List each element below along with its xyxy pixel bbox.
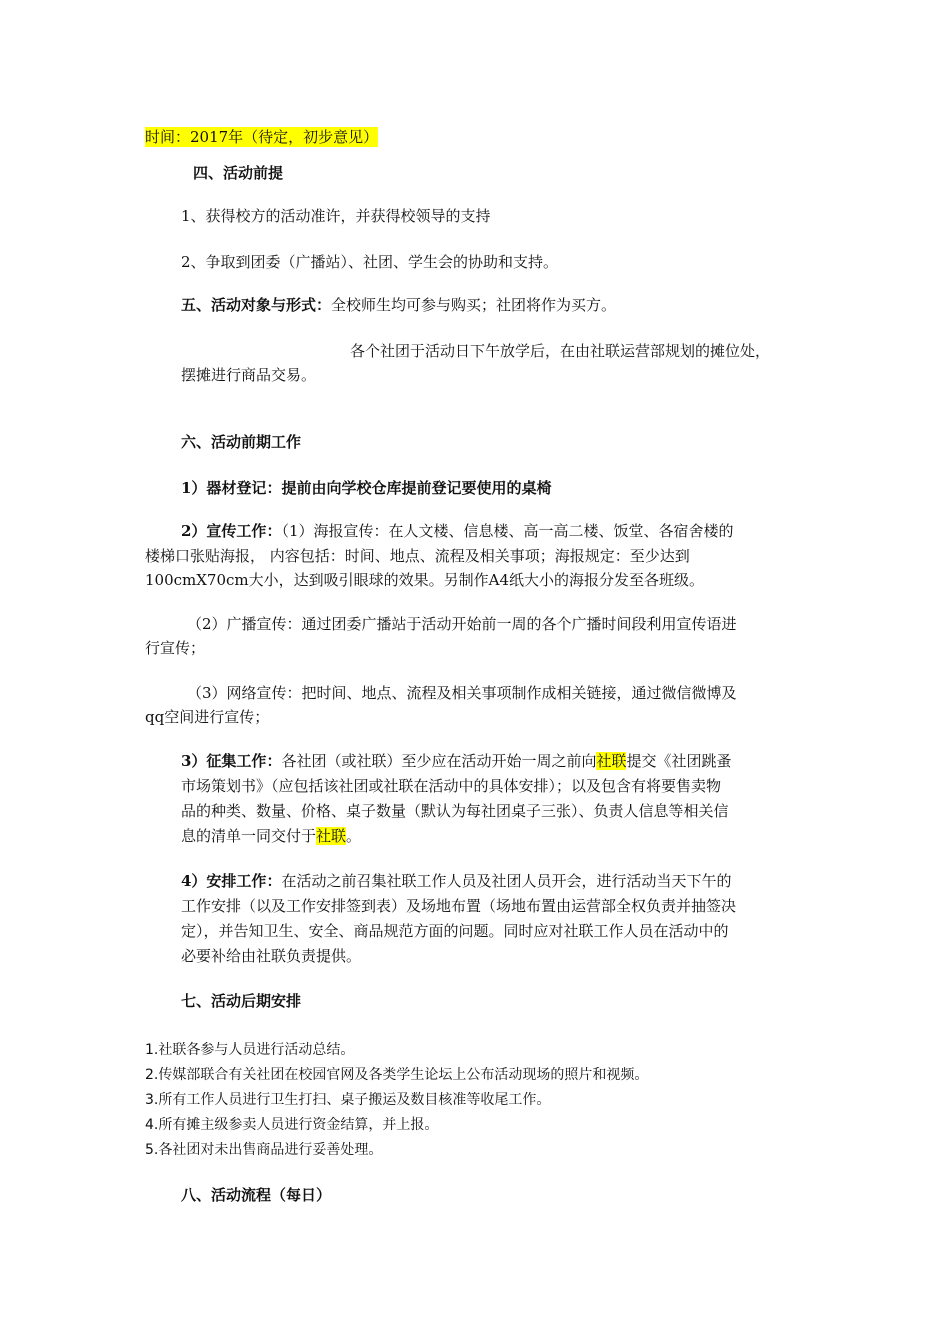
section-6-item-2-line-1	[181, 521, 734, 541]
highlight-shelian-2: 社联	[316, 827, 347, 845]
section-6-item-3-line-3: 品的种类、数量、价格、桌子数量（默认为每社团桌子三张）、负责人信息等相关信	[181, 802, 729, 820]
section-7-heading: 七、活动后期安排	[181, 992, 302, 1010]
section-6-item-4-text: 在活动之前召集社联工作人员及社团人员开会，进行活动当天下午的	[281, 872, 732, 890]
section-6-heading: 六、活动前期工作	[181, 433, 302, 451]
section-6-item-4-line-2: 工作安排（以及工作安排签到表）及场地布置（场地布置由运营部全权负责并抽签决	[181, 897, 737, 915]
section-7-item-3: 3.所有工作人员进行卫生打扫、桌子搬运及数目核准等收尾工作。	[145, 1092, 551, 1108]
section-6-item-3-label: 3）征集工作：	[181, 752, 282, 770]
section-7-item-4: 4.所有摊主级参卖人员进行资金结算，并上报。	[145, 1117, 439, 1133]
section-6-item-2b-line-2: 行宣传；	[145, 639, 206, 657]
section-4-heading: 四、活动前提	[193, 164, 284, 182]
section-6-item-2-label: 2）宣传工作：	[181, 522, 282, 540]
highlight-shelian: 社联	[596, 752, 627, 770]
section-6-item-3-line-4-pre: 息的清单一同交付于	[181, 827, 317, 845]
section-5-para-line-1: 各个社团于活动日下午放学后，在由社联运营部规划的摊位处，	[350, 342, 771, 360]
section-6-item-4-line-3: 定），并告知卫生、安全、商品规范方面的问题。同时应对社联工作人员在活动中的	[181, 922, 729, 940]
section-6-item-2-text: （1）海报宣传：在人文楼、信息楼、高一高二楼、饭堂、各宿舍楼的	[281, 522, 734, 540]
section-5-text: 全校师生均可参与购买；社团将作为买方。	[331, 296, 617, 314]
section-4-item-2: 2、争取到团委（广播站）、社团、学生会的协助和支持。	[181, 253, 559, 271]
section-6-item-2c-line-2: qq空间进行宣传；	[145, 708, 270, 726]
section-6-item-4-line-4: 必要补给由社联负责提供。	[181, 947, 362, 965]
section-6-item-3-text: 各社团（或社联）至少应在活动开始一周之前向	[281, 752, 597, 770]
section-7-item-2: 2.传媒部联合有关社团在校园官网及各类学生论坛上公布活动现场的照片和视频。	[145, 1067, 649, 1083]
section-6-item-3-line-2: 市场策划书》（应包括该社团或社联在活动中的具体安排）；以及包含有将要售卖物	[181, 777, 722, 795]
section-6-item-2-line-3: 100cmX70cm大小，达到吸引眼球的效果。另制作A4纸大小的海报分发至各班级。	[145, 571, 705, 589]
section-6-item-3-text-post: 提交《社团跳蚤	[626, 752, 732, 770]
section-6-item-4-label: 4）安排工作：	[181, 872, 282, 890]
section-6-item-3-line-1	[181, 751, 732, 771]
section-5-heading: 五、活动对象与形式：	[181, 296, 332, 314]
section-6-item-3-line-4-post: 。	[346, 827, 362, 845]
section-5-para-line-2: 摆摊进行商品交易。	[181, 366, 317, 384]
section-6-item-4-line-1	[181, 871, 731, 891]
section-6-item-3-line-4	[181, 826, 361, 846]
section-6-item-2-line-2: 楼梯口张贴海报， 内容包括：时间、地点、流程及相关事项；海报规定：至少达到	[145, 547, 690, 565]
section-8-heading: 八、活动流程（每日）	[181, 1186, 332, 1204]
section-6-item-2b-line-1: （2）广播宣传：通过团委广播站于活动开始前一周的各个广播时间段利用宣传语进	[187, 615, 737, 633]
section-7-item-1: 1.社联各参与人员进行活动总结。	[145, 1042, 355, 1058]
section-6-item-1: 1）器材登记：提前由向学校仓库提前登记要使用的桌椅	[181, 479, 552, 497]
section-7-item-5: 5.各社团对未出售商品进行妥善处理。	[145, 1142, 383, 1158]
section-6-item-2c-line-1: （3）网络宣传：把时间、地点、流程及相关事项制作成相关链接，通过微信微博及	[187, 684, 737, 702]
section-5-line	[181, 295, 616, 315]
section-4-item-1: 1、获得校方的活动准许，并获得校领导的支持	[181, 207, 491, 225]
time-line: 时间：2017年（待定，初步意见）	[145, 128, 379, 146]
